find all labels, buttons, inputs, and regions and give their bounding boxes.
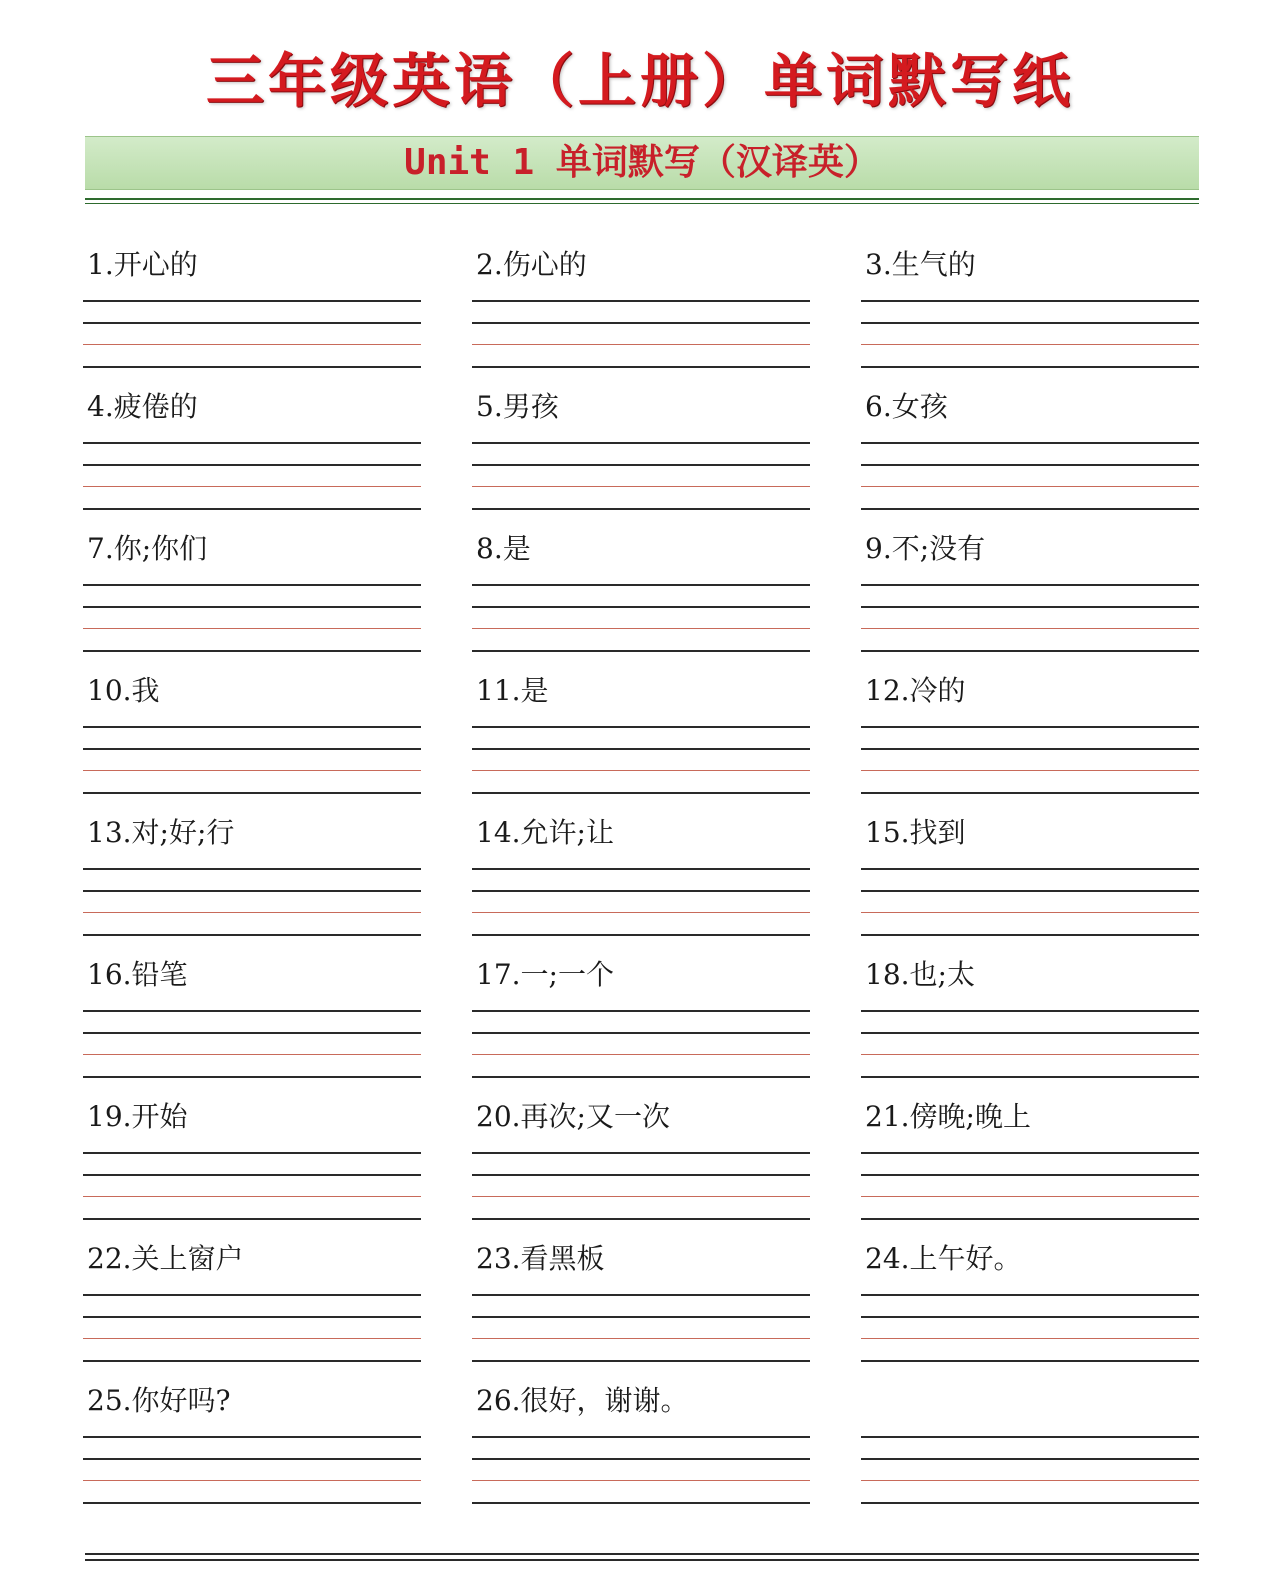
writing-line[interactable] [472, 1076, 810, 1078]
guide-line[interactable] [83, 486, 421, 487]
writing-line[interactable] [472, 934, 810, 936]
writing-line[interactable] [861, 1218, 1199, 1220]
writing-line[interactable] [83, 1458, 421, 1460]
writing-line[interactable] [472, 868, 810, 870]
writing-line[interactable] [861, 1436, 1199, 1438]
writing-line[interactable] [472, 464, 810, 466]
item-prompt: 25.你好吗? [87, 1384, 231, 1417]
writing-line[interactable] [83, 1436, 421, 1438]
guide-line[interactable] [861, 1480, 1199, 1481]
guide-line[interactable] [472, 628, 810, 629]
dictation-item [472, 666, 810, 808]
writing-line[interactable] [83, 650, 421, 652]
item-prompt: 8.是 [476, 532, 531, 565]
guide-line[interactable] [861, 912, 1199, 913]
writing-line[interactable] [861, 1174, 1199, 1176]
guide-line[interactable] [472, 1338, 810, 1339]
guide-line[interactable] [472, 912, 810, 913]
guide-line[interactable] [861, 770, 1199, 771]
writing-line[interactable] [472, 508, 810, 510]
writing-line[interactable] [472, 322, 810, 324]
writing-line[interactable] [861, 366, 1199, 368]
dictation-item [861, 808, 1199, 950]
writing-line[interactable] [83, 792, 421, 794]
guide-line[interactable] [83, 1338, 421, 1339]
item-prompt: 19.开始 [87, 1100, 188, 1133]
guide-line[interactable] [861, 1054, 1199, 1055]
dictation-item [861, 1234, 1199, 1376]
dictation-item [861, 524, 1199, 666]
item-prompt: 5.男孩 [476, 390, 559, 423]
item-prompt: 11.是 [476, 674, 549, 707]
writing-line[interactable] [472, 1010, 810, 1012]
writing-line[interactable] [861, 1502, 1199, 1504]
writing-line[interactable] [83, 1010, 421, 1012]
writing-line[interactable] [861, 650, 1199, 652]
dictation-item [472, 808, 810, 950]
item-prompt: 14.允许;让 [476, 816, 614, 849]
dictation-item [472, 1376, 810, 1518]
worksheet-title: 三年级英语（上册）单词默写纸 [205, 47, 1074, 115]
writing-line[interactable] [472, 1436, 810, 1438]
guide-line[interactable] [472, 1054, 810, 1055]
dictation-item [83, 240, 421, 382]
guide-line[interactable] [472, 1480, 810, 1481]
writing-line[interactable] [472, 1032, 810, 1034]
guide-line[interactable] [83, 1196, 421, 1197]
writing-line[interactable] [83, 1294, 421, 1296]
writing-line[interactable] [472, 726, 810, 728]
item-prompt: 18.也;太 [865, 958, 975, 991]
writing-line[interactable] [472, 1502, 810, 1504]
dictation-item [861, 950, 1199, 1092]
writing-line[interactable] [472, 1458, 810, 1460]
writing-line[interactable] [472, 366, 810, 368]
writing-line[interactable] [861, 464, 1199, 466]
guide-line[interactable] [472, 770, 810, 771]
guide-line[interactable] [861, 344, 1199, 345]
writing-line[interactable] [861, 792, 1199, 794]
footer-divider [85, 1553, 1199, 1561]
writing-line[interactable] [83, 464, 421, 466]
dictation-item [472, 382, 810, 524]
writing-line[interactable] [83, 508, 421, 510]
guide-line[interactable] [472, 486, 810, 487]
writing-line[interactable] [472, 792, 810, 794]
writing-line[interactable] [861, 890, 1199, 892]
item-prompt: 16.铅笔 [87, 958, 188, 991]
writing-line[interactable] [83, 1032, 421, 1034]
guide-line[interactable] [861, 486, 1199, 487]
writing-line[interactable] [83, 1502, 421, 1504]
writing-line[interactable] [861, 1076, 1199, 1078]
item-prompt: 2.伤心的 [476, 248, 587, 281]
dictation-item [861, 240, 1199, 382]
writing-line[interactable] [472, 584, 810, 586]
dictation-item [83, 1234, 421, 1376]
guide-line[interactable] [83, 628, 421, 629]
guide-line[interactable] [861, 628, 1199, 629]
writing-line[interactable] [861, 1152, 1199, 1154]
item-prompt: 10.我 [87, 674, 160, 707]
item-prompt: 23.看黑板 [476, 1242, 605, 1275]
writing-line[interactable] [83, 322, 421, 324]
item-prompt: 3.生气的 [865, 248, 976, 281]
writing-line[interactable] [861, 726, 1199, 728]
writing-line[interactable] [472, 748, 810, 750]
dictation-item [83, 524, 421, 666]
writing-line[interactable] [83, 934, 421, 936]
writing-line[interactable] [83, 584, 421, 586]
guide-line[interactable] [83, 1480, 421, 1481]
item-prompt: 24.上午好。 [865, 1242, 1022, 1275]
item-prompt: 22.关上窗户 [87, 1242, 244, 1275]
writing-line[interactable] [472, 606, 810, 608]
writing-line[interactable] [861, 508, 1199, 510]
writing-line[interactable] [861, 1316, 1199, 1318]
writing-line[interactable] [83, 1174, 421, 1176]
writing-line[interactable] [83, 1076, 421, 1078]
writing-line[interactable] [861, 584, 1199, 586]
writing-line[interactable] [83, 1152, 421, 1154]
item-prompt: 17.一;一个 [476, 958, 614, 991]
dictation-item [472, 950, 810, 1092]
writing-line[interactable] [83, 1316, 421, 1318]
item-prompt: 12.冷的 [865, 674, 966, 707]
writing-line[interactable] [861, 322, 1199, 324]
writing-line[interactable] [861, 748, 1199, 750]
guide-line[interactable] [83, 1054, 421, 1055]
writing-line[interactable] [472, 1316, 810, 1318]
guide-line[interactable] [472, 344, 810, 345]
writing-line[interactable] [83, 890, 421, 892]
writing-line[interactable] [861, 1458, 1199, 1460]
writing-line[interactable] [472, 650, 810, 652]
dictation-item [861, 1376, 1199, 1518]
writing-line[interactable] [472, 1360, 810, 1362]
guide-line[interactable] [472, 1196, 810, 1197]
dictation-item [861, 666, 1199, 808]
writing-line[interactable] [472, 1174, 810, 1176]
item-prompt: 4.疲倦的 [87, 390, 198, 423]
writing-line[interactable] [861, 442, 1199, 444]
writing-line[interactable] [861, 606, 1199, 608]
writing-line[interactable] [861, 1294, 1199, 1296]
writing-line[interactable] [83, 606, 421, 608]
writing-line[interactable] [861, 1360, 1199, 1362]
writing-line[interactable] [83, 1360, 421, 1362]
writing-line[interactable] [472, 890, 810, 892]
writing-line[interactable] [83, 300, 421, 302]
item-prompt: 7.你;你们 [87, 532, 208, 565]
dictation-item [83, 666, 421, 808]
item-prompt: 9.不;没有 [865, 532, 986, 565]
writing-line[interactable] [83, 366, 421, 368]
guide-line[interactable] [861, 1338, 1199, 1339]
writing-line[interactable] [472, 1218, 810, 1220]
item-prompt: 1.开心的 [87, 248, 198, 281]
dictation-item [83, 1376, 421, 1518]
dictation-item [83, 1092, 421, 1234]
writing-line[interactable] [83, 726, 421, 728]
item-prompt: 15.找到 [865, 816, 966, 849]
item-prompt: 21.傍晚;晚上 [865, 1100, 1031, 1133]
writing-line[interactable] [472, 442, 810, 444]
item-prompt: 6.女孩 [865, 390, 948, 423]
dictation-item [83, 382, 421, 524]
writing-line[interactable] [861, 934, 1199, 936]
writing-line[interactable] [861, 1010, 1199, 1012]
guide-line[interactable] [83, 912, 421, 913]
writing-line[interactable] [861, 300, 1199, 302]
writing-line[interactable] [83, 868, 421, 870]
section-banner [85, 136, 1199, 190]
item-prompt: 26.很好，谢谢。 [476, 1384, 689, 1417]
writing-line[interactable] [861, 1032, 1199, 1034]
writing-line[interactable] [83, 442, 421, 444]
dictation-item [861, 382, 1199, 524]
guide-line[interactable] [861, 1196, 1199, 1197]
section-title: Unit 1 单词默写（汉译英） [404, 142, 880, 183]
header-divider [85, 198, 1199, 204]
dictation-item [83, 808, 421, 950]
writing-line[interactable] [472, 1294, 810, 1296]
dictation-item [472, 1234, 810, 1376]
dictation-item [83, 950, 421, 1092]
guide-line[interactable] [83, 344, 421, 345]
writing-line[interactable] [472, 1152, 810, 1154]
writing-line[interactable] [861, 868, 1199, 870]
dictation-item [472, 524, 810, 666]
item-prompt: 20.再次;又一次 [476, 1100, 670, 1133]
dictation-item [861, 1092, 1199, 1234]
dictation-item [472, 240, 810, 382]
writing-line[interactable] [472, 300, 810, 302]
item-prompt: 13.对;好;行 [87, 816, 235, 849]
writing-line[interactable] [83, 1218, 421, 1220]
dictation-item [472, 1092, 810, 1234]
guide-line[interactable] [83, 770, 421, 771]
writing-line[interactable] [83, 748, 421, 750]
